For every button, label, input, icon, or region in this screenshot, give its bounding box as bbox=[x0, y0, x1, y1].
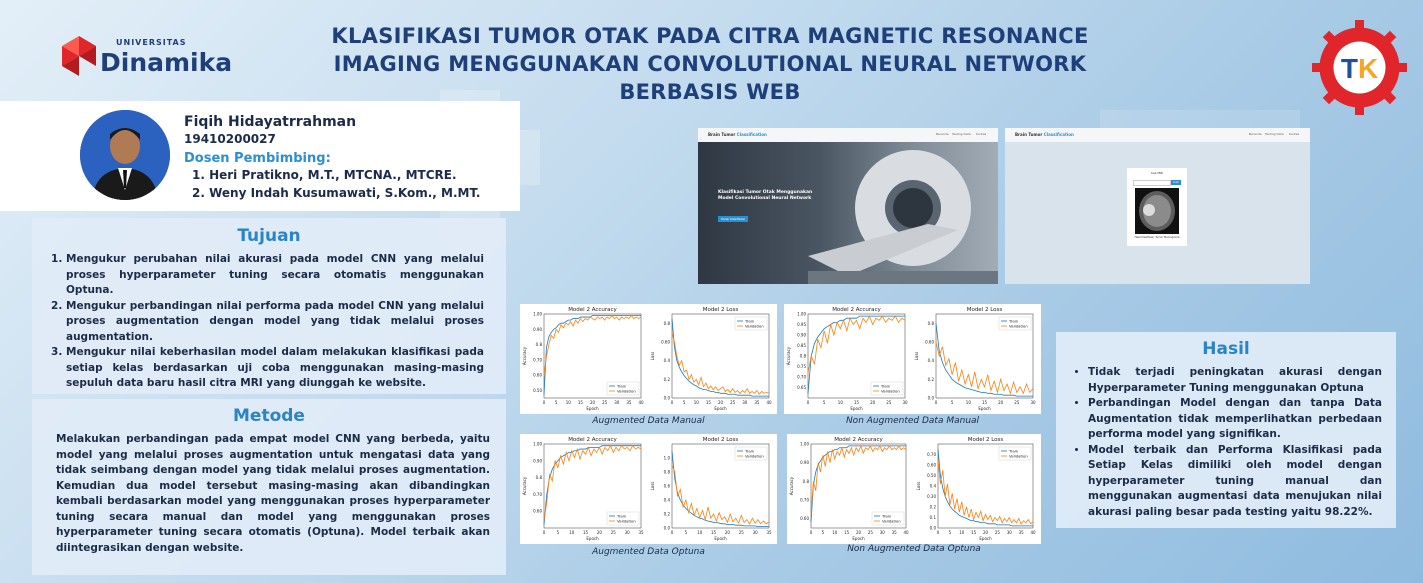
legend-label: Train bbox=[882, 513, 892, 519]
y-tick-label: 0.0 bbox=[663, 395, 670, 401]
x-tick-label: 5 bbox=[821, 530, 825, 535]
legend-label: Train bbox=[617, 383, 627, 389]
hasil-item: • Model terbaik dan Performa Klasifikasi pada Setiap Kelas dimiliki oleh model dengan hyperparameter tuning manual dan menggunakan augmentasi data menujukan nilai akurasi paling besar pada testing yaitu 98.22%. bbox=[1088, 443, 1382, 521]
x-tick-label: 30 bbox=[1030, 400, 1036, 405]
hasil-panel bbox=[1056, 332, 1396, 528]
y-tick-label: 0.95 bbox=[797, 322, 806, 327]
advisor-list bbox=[192, 166, 480, 202]
tujuan-item: 1. Mengukur perubahan nilai akurasi pada model CNN yang melalui proses hyperparameter tuning secara otomatis menggunakan Optuna. bbox=[66, 252, 484, 299]
chart-title: Model 2 Loss bbox=[702, 437, 739, 443]
x-tick-label: 10 bbox=[565, 400, 571, 405]
x-tick-label: 5 bbox=[950, 400, 954, 405]
landing-brand: Brain Tumor Classification bbox=[708, 132, 767, 137]
website-testing-screenshot bbox=[1005, 128, 1310, 284]
legend-label: Validation bbox=[617, 388, 636, 394]
y-tick-label: 1.0 bbox=[663, 455, 670, 461]
author-name: Fiqih Hidayatrrahman bbox=[184, 114, 357, 130]
x-tick-label: 35 bbox=[891, 530, 897, 535]
y-tick-label: 0.2 bbox=[663, 376, 670, 382]
advisor-item: 1. Heri Pratikno, M.T., MTCNA., MTCRE. bbox=[192, 168, 457, 182]
y-tick-label: 0.4 bbox=[663, 497, 670, 503]
hasil-item: • Perbandingan Model dengan dan tanpa Data Augmentation tidak memperlihatkan perbedaan performa model yang signifikan. bbox=[1088, 396, 1382, 443]
y-tick-label: 0.75 bbox=[797, 364, 806, 369]
x-tick-label: 10 bbox=[697, 530, 703, 535]
x-tick-label: 30 bbox=[742, 400, 748, 405]
y-tick-label: 0.50 bbox=[927, 473, 936, 478]
x-tick-label: 15 bbox=[705, 400, 711, 405]
x-tick-label: 30 bbox=[624, 530, 630, 535]
testing-nav-home[interactable]: Beranda bbox=[1249, 132, 1262, 136]
x-tick-label: 15 bbox=[577, 400, 583, 405]
loss-plot bbox=[916, 437, 1036, 541]
x-tick-label: 10 bbox=[569, 530, 575, 535]
y-axis-label: Loss bbox=[916, 481, 921, 491]
series-line-validation bbox=[938, 460, 1033, 524]
series-line-train bbox=[672, 319, 769, 396]
y-tick-label: 0.60 bbox=[533, 372, 542, 378]
y-tick-label: 0.50 bbox=[533, 387, 542, 393]
advisor-item: 2. Weny Indah Kusumawati, S.Kom., M.MT. bbox=[192, 186, 481, 200]
legend-label: Validation bbox=[1009, 453, 1028, 459]
x-tick-label: 30 bbox=[879, 530, 885, 535]
tujuan-list bbox=[32, 252, 506, 392]
y-tick-label: 1.00 bbox=[800, 441, 809, 447]
x-tick-label: 35 bbox=[626, 400, 632, 405]
x-tick-label: 30 bbox=[902, 400, 908, 405]
chart-non-augmented-manual bbox=[784, 304, 1041, 414]
avatar bbox=[80, 110, 170, 200]
x-tick-label: 25 bbox=[738, 530, 744, 535]
himpunan-tk-logo bbox=[1312, 20, 1407, 115]
loss-plot bbox=[650, 307, 772, 411]
x-axis-label: Epoch bbox=[978, 406, 991, 411]
y-tick-label: 0.8 bbox=[535, 475, 542, 481]
x-tick-label: 20 bbox=[870, 400, 876, 405]
testing-navbar bbox=[1005, 128, 1310, 142]
x-tick-label: 40 bbox=[766, 400, 772, 405]
logo-universitas-text: UNIVERSITAS bbox=[116, 38, 187, 47]
tujuan-heading: Tujuan bbox=[237, 226, 301, 246]
y-tick-label: 1.00 bbox=[533, 441, 542, 447]
landing-hero-title: Klasifikasi Tumor Otak Menggunakan Model Convolutional Neural Network bbox=[718, 190, 813, 201]
loss-plot bbox=[914, 307, 1036, 411]
x-tick-label: 20 bbox=[998, 400, 1004, 405]
x-tick-label: 0 bbox=[670, 530, 674, 535]
x-tick-label: 40 bbox=[638, 400, 644, 405]
x-tick-label: 10 bbox=[693, 400, 699, 405]
y-tick-label: 0.0 bbox=[929, 525, 936, 531]
x-axis-label: Epoch bbox=[586, 406, 599, 411]
y-tick-label: 0.2 bbox=[929, 504, 936, 510]
landing-nav-testing[interactable]: Testing Data bbox=[952, 132, 971, 136]
y-tick-label: 0.8 bbox=[799, 353, 806, 359]
y-tick-label: 0.2 bbox=[927, 376, 934, 382]
x-tick-label: 35 bbox=[754, 400, 760, 405]
legend-label: Validation bbox=[882, 518, 901, 524]
y-tick-label: 0.90 bbox=[533, 458, 542, 464]
student-photo-icon bbox=[80, 110, 170, 200]
chart-augmented-optuna bbox=[520, 434, 777, 544]
caption-augmented-manual: Augmented Data Manual bbox=[592, 416, 705, 426]
mri-scan-image-icon bbox=[1135, 188, 1179, 234]
series-line-validation bbox=[811, 446, 906, 515]
y-tick-label: 0.90 bbox=[533, 326, 542, 332]
chart-card-augmented-optuna bbox=[520, 434, 777, 544]
testing-brand: Brain Tumor Classification bbox=[1015, 132, 1074, 137]
y-tick-label: 0.30 bbox=[927, 494, 936, 499]
x-tick-label: 30 bbox=[1006, 530, 1012, 535]
chart-augmented-manual bbox=[520, 304, 777, 414]
y-axis-label: Accuracy bbox=[786, 346, 791, 366]
x-tick-label: 20 bbox=[596, 530, 602, 535]
y-tick-label: 0.70 bbox=[533, 491, 542, 497]
chart-title: Model 2 Loss bbox=[967, 437, 1004, 443]
y-axis-label: Loss bbox=[650, 481, 655, 491]
y-tick-label: 0.8 bbox=[802, 478, 809, 484]
y-tick-label: 0.8 bbox=[663, 469, 670, 475]
x-tick-label: 5 bbox=[822, 400, 826, 405]
y-tick-label: 0.90 bbox=[797, 332, 806, 338]
y-tick-label: 0.60 bbox=[925, 339, 934, 345]
tujuan-item: 2. Mengukur perbandingan nilai performa pada model CNN yang melalui proses augmentation dengan model yang tidak melalui proses augmentation. bbox=[66, 299, 484, 346]
tujuan-panel bbox=[32, 218, 506, 394]
poster-title: KLASIFIKASI TUMOR OTAK PADA CITRA MAGNETIC RESONANCE IMAGING MENGGUNAKAN CONVOLUTIONAL NEURAL NETWORK BERBASIS WEB bbox=[331, 24, 1089, 104]
website-landing-screenshot bbox=[698, 128, 998, 284]
svg-text:TK: TK bbox=[1340, 53, 1379, 84]
x-tick-label: 10 bbox=[837, 400, 843, 405]
x-tick-label: 35 bbox=[766, 530, 772, 535]
landing-navbar bbox=[698, 128, 998, 142]
y-tick-label: 1.00 bbox=[533, 311, 542, 317]
metode-heading: Metode bbox=[233, 406, 305, 426]
landing-nav-home[interactable]: Beranda bbox=[936, 132, 949, 136]
loss-plot bbox=[650, 437, 772, 541]
x-tick-label: 15 bbox=[711, 530, 717, 535]
series-line-validation bbox=[808, 316, 905, 373]
y-tick-label: 0.60 bbox=[661, 339, 670, 345]
x-tick-label: 25 bbox=[610, 530, 616, 535]
upload-input[interactable] bbox=[1133, 180, 1171, 186]
x-tick-label: 30 bbox=[614, 400, 620, 405]
x-tick-label: 0 bbox=[542, 530, 546, 535]
y-tick-label: 0.70 bbox=[797, 374, 806, 380]
caption-non-augmented-manual: Non Augmented Data Manual bbox=[845, 416, 980, 426]
x-tick-label: 10 bbox=[965, 400, 971, 405]
x-tick-label: 0 bbox=[936, 530, 940, 535]
caption-augmented-optuna: Augmented Data Optuna bbox=[592, 547, 705, 557]
y-tick-label: 0.60 bbox=[800, 516, 809, 522]
series-line-validation bbox=[672, 333, 769, 395]
x-tick-label: 15 bbox=[844, 530, 850, 535]
series-line-validation bbox=[544, 446, 641, 520]
hasil-item: • Tidak terjadi peningkatan akurasi dengan Hyperparameter Tuning menggunakan Optuna bbox=[1088, 365, 1382, 396]
legend-label: Train bbox=[1009, 318, 1019, 324]
x-tick-label: 15 bbox=[971, 530, 977, 535]
chart-card-augmented-manual bbox=[520, 304, 777, 414]
y-tick-label: 0.65 bbox=[797, 385, 806, 390]
x-tick-label: 20 bbox=[589, 400, 596, 405]
x-axis-label: Epoch bbox=[714, 406, 727, 411]
landing-hero-button[interactable]: Mulai Klasifikasi bbox=[718, 216, 748, 222]
y-tick-label: 0.1 bbox=[929, 515, 936, 520]
testing-nav-testing[interactable]: Testing Data bbox=[1265, 132, 1284, 136]
x-tick-label: 15 bbox=[981, 400, 988, 405]
x-tick-label: 40 bbox=[903, 530, 909, 535]
hasil-heading: Hasil bbox=[1202, 339, 1250, 359]
chart-title: Model 2 Accuracy bbox=[834, 437, 883, 443]
x-tick-label: 30 bbox=[752, 530, 758, 535]
y-tick-label: 1.00 bbox=[797, 311, 806, 317]
y-axis-label: Accuracy bbox=[522, 346, 527, 366]
y-tick-label: 0.4 bbox=[929, 483, 936, 489]
x-tick-label: 25 bbox=[602, 400, 608, 405]
y-tick-label: 0.90 bbox=[800, 460, 809, 466]
caption-non-augmented-optuna: Non Augmented Data Optuna bbox=[847, 544, 981, 554]
series-line-validation bbox=[936, 342, 1033, 393]
y-tick-label: 0.85 bbox=[797, 343, 806, 348]
x-tick-label: 40 bbox=[1030, 530, 1036, 535]
logo-dinamika-text: Dinamika bbox=[100, 48, 233, 77]
y-tick-label: 0.8 bbox=[535, 342, 542, 348]
gear-emblem-icon bbox=[1312, 20, 1407, 115]
x-tick-label: 25 bbox=[1014, 400, 1020, 405]
mri-machine-icon bbox=[808, 146, 998, 284]
chart-title: Model 2 Accuracy bbox=[568, 437, 617, 443]
x-axis-label: Epoch bbox=[714, 536, 727, 541]
y-tick-label: 0.70 bbox=[533, 357, 542, 363]
x-tick-label: 15 bbox=[853, 400, 860, 405]
universitas-dinamika-logo bbox=[60, 34, 233, 80]
chart-card-non-augmented-manual bbox=[784, 304, 1041, 414]
y-axis-label: Loss bbox=[650, 351, 655, 361]
y-tick-label: 0.60 bbox=[533, 508, 542, 514]
y-tick-label: 0.0 bbox=[927, 395, 934, 401]
x-tick-label: 20 bbox=[724, 530, 730, 535]
y-tick-label: 0.8 bbox=[663, 320, 670, 326]
chart-title: Model 2 Loss bbox=[702, 307, 739, 313]
y-tick-label: 0.0 bbox=[663, 525, 670, 531]
legend-label: Train bbox=[1009, 448, 1019, 454]
y-tick-label: 0.4 bbox=[927, 358, 934, 364]
x-tick-label: 0 bbox=[670, 400, 674, 405]
dinamika-emblem-icon bbox=[62, 36, 96, 76]
x-tick-label: 20 bbox=[717, 400, 724, 405]
x-tick-label: 0 bbox=[806, 400, 810, 405]
chart-card-non-augmented-optuna bbox=[787, 434, 1041, 544]
legend-label: Validation bbox=[1009, 323, 1028, 329]
x-tick-label: 25 bbox=[886, 400, 892, 405]
accuracy-plot bbox=[786, 307, 908, 411]
testing-nav-contact[interactable]: Kontak bbox=[1289, 132, 1300, 136]
tujuan-item: 3. Mengukur nilai keberhasilan model dalam melakukan klasifikasi pada setiap kelas berdasarkan uji coba menggunakan masing-masing sepuluh data baru hasil citra MRI yang diunggah ke website. bbox=[66, 345, 484, 392]
chart-title: Model 2 Loss bbox=[966, 307, 1003, 313]
metode-panel bbox=[32, 399, 506, 575]
upload-card bbox=[1127, 168, 1187, 246]
x-tick-label: 10 bbox=[959, 530, 965, 535]
x-tick-label: 10 bbox=[832, 530, 838, 535]
y-axis-label: Loss bbox=[914, 351, 919, 361]
series-line-train bbox=[811, 446, 906, 523]
accuracy-plot bbox=[522, 307, 644, 411]
metode-text: Melakukan perbandingan pada empat model CNN yang berbeda, yaitu model yang melalui proses augmentation untuk mengatasi data yang tidak seimbang dengan model yang tidak melalui proses augmentation. Kemudian dua model tersebut masing-masing akan dibandingkan kembali berdasarkan model yang menggunakan proses hyperparameter tuning secara manual dan model yang menggunakan proses hyperparameter tuning secara otomatis (Optuna). Model terbaik akan diintegrasikan dengan website. bbox=[56, 433, 490, 554]
chart-title: Model 2 Accuracy bbox=[568, 307, 617, 313]
y-tick-label: 0.2 bbox=[663, 511, 670, 517]
chart-title: Model 2 Accuracy bbox=[832, 307, 881, 313]
x-tick-label: 5 bbox=[556, 530, 560, 535]
x-tick-label: 5 bbox=[554, 400, 558, 405]
x-tick-label: 15 bbox=[583, 530, 589, 535]
landing-nav-contact[interactable]: Kontak bbox=[976, 132, 987, 136]
accuracy-plot bbox=[522, 437, 644, 541]
x-tick-label: 0 bbox=[809, 530, 813, 535]
x-axis-label: Epoch bbox=[979, 536, 992, 541]
x-tick-label: 5 bbox=[948, 530, 952, 535]
author-nim: 19410200027 bbox=[184, 132, 276, 146]
x-tick-label: 25 bbox=[994, 530, 1000, 535]
y-axis-label: Accuracy bbox=[522, 476, 527, 496]
y-tick-label: 0.8 bbox=[927, 320, 934, 326]
x-axis-label: Epoch bbox=[586, 536, 599, 541]
legend-label: Validation bbox=[881, 388, 900, 394]
x-tick-label: 5 bbox=[684, 530, 688, 535]
legend-label: Train bbox=[745, 318, 755, 324]
legend-label: Validation bbox=[617, 518, 636, 524]
y-tick-label: 0.4 bbox=[663, 358, 670, 364]
y-axis-label: Accuracy bbox=[789, 476, 794, 496]
y-tick-label: 0.60 bbox=[927, 462, 936, 468]
x-axis-label: Epoch bbox=[852, 536, 865, 541]
upload-title: Cek MRI bbox=[1150, 171, 1164, 175]
x-tick-label: 0 bbox=[542, 400, 546, 405]
x-tick-label: 0 bbox=[934, 400, 938, 405]
x-tick-label: 25 bbox=[867, 530, 873, 535]
x-tick-label: 35 bbox=[638, 530, 644, 535]
x-axis-label: Epoch bbox=[850, 406, 863, 411]
legend-label: Validation bbox=[745, 453, 764, 459]
y-tick-label: 0.6 bbox=[663, 483, 670, 489]
legend-label: Train bbox=[881, 383, 891, 389]
x-tick-label: 35 bbox=[1018, 530, 1024, 535]
x-tick-label: 25 bbox=[730, 400, 736, 405]
y-tick-label: 0.70 bbox=[927, 452, 936, 457]
advisor-label: Dosen Pembimbing: bbox=[184, 151, 331, 166]
legend-label: Validation bbox=[745, 323, 764, 329]
hasil-list bbox=[1056, 365, 1396, 520]
series-line-train bbox=[936, 323, 1033, 396]
x-tick-label: 5 bbox=[682, 400, 686, 405]
x-tick-label: 20 bbox=[982, 530, 989, 535]
classification-result: Hasil Klasifikasi: Tumor Meningioma bbox=[1134, 236, 1180, 239]
upload-button[interactable]: Cek bbox=[1171, 180, 1181, 185]
legend-label: Train bbox=[617, 513, 627, 519]
series-line-validation bbox=[672, 465, 769, 524]
accuracy-plot bbox=[789, 437, 909, 541]
y-tick-label: 0.70 bbox=[800, 497, 809, 503]
chart-non-augmented-optuna bbox=[787, 434, 1041, 544]
x-tick-label: 20 bbox=[855, 530, 862, 535]
legend-label: Train bbox=[745, 448, 755, 454]
